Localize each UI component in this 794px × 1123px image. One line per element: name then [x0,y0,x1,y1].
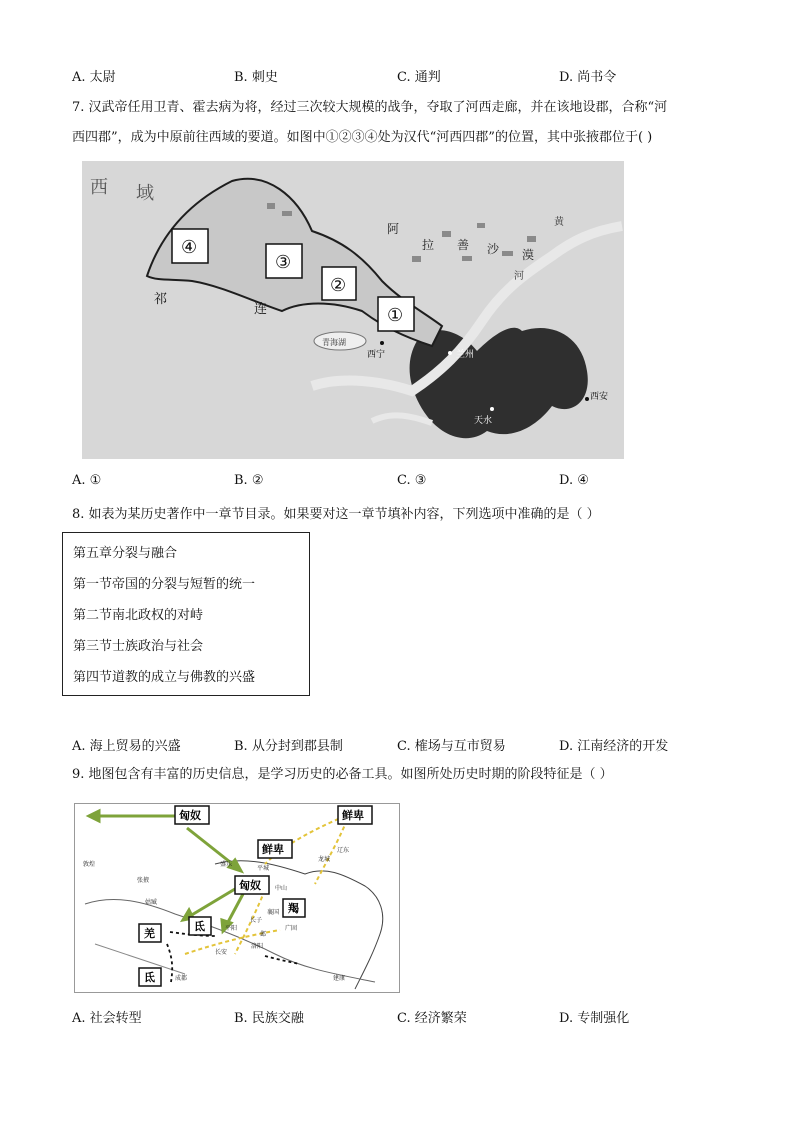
mountain-label-lian: 连 [254,302,268,317]
q7-option-a[interactable]: A. ① [72,473,102,488]
q9-option-d[interactable]: D. 专制强化 [559,1011,630,1026]
svg-text:成都: 成都 [175,975,188,982]
svg-text:建康: 建康 [333,975,346,982]
svg-text:平城: 平城 [257,865,270,872]
tribe-boxes [139,806,372,986]
tribe-xianbei: 鲜卑 [262,843,284,856]
q6-option-d[interactable]: D. 尚书令 [559,70,617,85]
city-lanzhou: 兰州 [456,350,475,360]
q7-stem-line2: 西四郡”，成为中原前往西域的要道。如图中①②③④处为汉代“河西四郡”的位置，其中张掖郡位于( ) [72,130,653,145]
svg-text:姑臧: 姑臧 [145,899,158,906]
migration-map [74,803,400,993]
q7-option-c[interactable]: C. ③ [397,473,427,488]
place-names [83,846,349,982]
toc-row-1: 第一节帝国的分裂与短暂的统一 [73,577,256,592]
tribe-xianbei-northeast: 鲜卑 [342,809,364,822]
mountain-label-qi: 祁 [154,292,168,307]
svg-text:平阳: 平阳 [225,925,238,932]
q6-option-b[interactable]: B. 刺史 [234,70,278,85]
region-label-xi: 西 [90,177,108,198]
q7-stem-line1: 7. 汉武帝任用卫青、霍去病为将，经过三次较大规模的战争，夺取了河西走廊，并在该地设郡，合称“河 [72,100,668,115]
marker-3: ③ [275,252,292,273]
migration-map-svg [75,804,399,992]
q9-option-c[interactable]: C. 经济繁荣 [397,1011,467,1026]
q9-option-b[interactable]: B. 民族交融 [234,1011,304,1026]
q8-stem: 8. 如表为某历史著作中一章节目录。如果要对这一章节填补内容，下列选项中准确的是（ ） [72,507,600,522]
table-of-contents [62,532,310,696]
q6-option-a[interactable]: A. 太尉 [72,70,116,85]
region-label-yu: 域 [136,183,154,204]
tribe-xiongnu: 匈奴 [239,879,261,892]
q7-option-d[interactable]: D. ④ [559,473,589,488]
svg-text:广固: 广固 [285,925,298,932]
river-branch [372,415,432,423]
desert-label-0: 阿 [387,222,400,236]
svg-text:龙城: 龙城 [318,856,331,863]
desert-label-1: 拉 [422,238,435,252]
q8-option-a[interactable]: A. 海上贸易的兴盛 [72,739,181,754]
tribe-qiang: 羌 [144,927,155,940]
q7-options [72,473,732,493]
q8-options [72,735,732,755]
toc-row-2: 第二节南北政权的对峙 [73,608,204,623]
tribe-jie: 羯 [288,902,299,915]
hexi-map-svg [82,161,624,459]
q9-option-a[interactable]: A. 社会转型 [72,1011,142,1026]
q6-option-c[interactable]: C. 通判 [397,70,441,85]
svg-text:洛阳: 洛阳 [251,943,264,950]
marker-2: ② [330,275,347,296]
lake-label: 青海湖 [322,338,346,347]
svg-text:中山: 中山 [275,885,288,892]
tribe-di-east: 氐 [194,920,205,933]
toc-row-0: 第五章分裂与融合 [73,546,178,561]
tribe-xiongnu-north: 匈奴 [179,809,201,822]
svg-text:辽东: 辽东 [337,847,350,854]
svg-text:长子: 长子 [250,917,263,924]
q9-options [72,1007,732,1027]
svg-text:邺: 邺 [260,931,267,938]
q8-option-d[interactable]: D. 江南经济的开发 [559,739,669,754]
q7-option-b[interactable]: B. ② [234,473,264,488]
svg-text:盛乐: 盛乐 [220,861,233,868]
desert-label-2: 善 [457,238,470,252]
desert-label-4: 漠 [522,248,535,262]
city-xining: 西宁 [367,350,386,360]
svg-text:襄国: 襄国 [267,909,280,916]
q8-option-b[interactable]: B. 从分封到郡县制 [234,739,343,754]
city-tianshui: 天水 [474,416,493,426]
q9-stem: 9. 地图包含有丰富的历史信息，是学习历史的必备工具。如图所处历史时期的阶段特征是（ ） [72,767,613,782]
marker-4: ④ [181,237,198,258]
marker-1: ① [387,305,404,326]
q6-options [72,66,732,86]
toc-row-3: 第三节士族政治与社会 [73,639,204,654]
river-line [85,899,375,982]
svg-text:长安: 长安 [215,949,228,956]
svg-text:敦煌: 敦煌 [83,861,96,868]
dark-region [410,328,588,438]
river-label-he: 河 [514,271,524,282]
svg-text:张掖: 张掖 [137,877,150,884]
river-label-huang: 黄 [554,217,564,228]
desert-label-3: 沙 [487,242,500,256]
city-xian: 西安 [590,392,609,402]
green-arrows [89,811,243,931]
hexi-corridor-map [82,161,624,459]
toc-row-4: 第四节道教的成立与佛教的兴盛 [73,670,256,685]
tribe-di-south: 氐 [144,971,155,984]
q8-option-c[interactable]: C. 榷场与互市贸易 [397,739,506,754]
